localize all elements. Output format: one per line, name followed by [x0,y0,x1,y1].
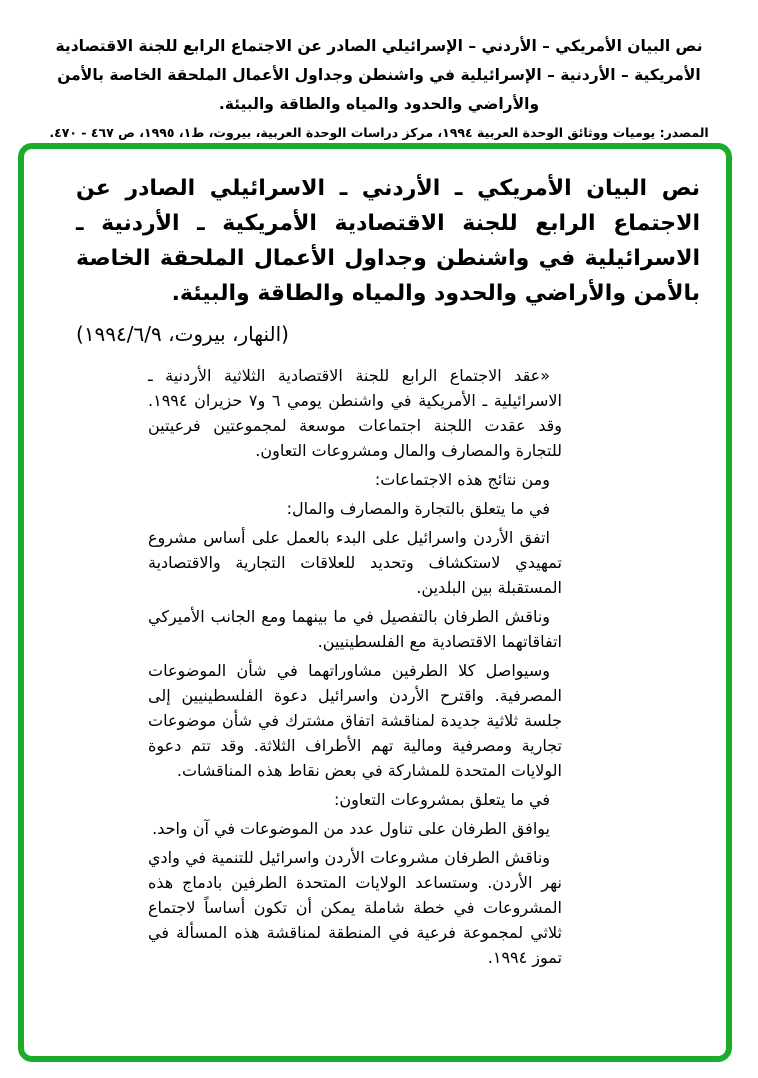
document-paragraph: وناقش الطرفان مشروعات الأردن واسرائيل للتنمية في وادي نهر الأردن. وستساعد الولايات المتحدة الطرفين بادماج هذه المشروعات في خطة شاملة يمكن أن تكون أساساً لاجتماع ثلاثي لمجموعة فرعية في المنطقة لمناقشة هذه المسألة في تموز ١٩٩٤. [148,848,562,967]
document-title: نص البيان الأمريكي ـ الأردني ـ الاسرائيلي الصادر عن الاجتماع الرابع للجنة الاقتصادية الأمريكية ـ الأردنية ـ الاسرائيلية في واشنطن وجداول الأعمال الملحقة الخاصة بالأمن والأراضي والحدود والمياه والطاقة والبيئة. [76,176,700,306]
document-paragraph: اتفق الأردن واسرائيل على البدء بالعمل على أساس مشروع تمهيدي لاستكشاف وتحديد للعلاقات التجارية والاقتصادية المستقبلة بين البلدين. [148,528,562,597]
document-paragraph: «عقد الاجتماع الرابع للجنة الاقتصادية الثلاثية الأردنية ـ الاسرائيلية ـ الأمريكية في واشنطن يومي ٦ و٧ حزيران ١٩٩٤. وقد عقدت اللجنة اجتماعات موسعة لمجموعتين فرعيتين للتجارة والمصارف والمال ومشروعات التعاون. [148,366,562,460]
document-subheading: في ما يتعلق بالتجارة والمصارف والمال: [286,499,550,518]
document-paragraph: وسيواصل كلا الطرفين مشاوراتهما في شأن الموضوعات المصرفية. واقترح الأردن واسرائيل دعوة الفلسطينيين إلى جلسة ثلاثية جديدة لمناقشة اتفاق مشترك في شأن موضوعات تجارية ومصرفية ومالية تهم الأطراف الثلاثة. وقد تتم دعوة الولايات المتحدة للمشاركة في بعض نقاط هذه المناقشات. [148,661,562,780]
green-frame [18,143,732,1062]
document-byline: (النهار، بيروت، ١٩٩٤/٦/٩) [76,322,289,346]
header-source-citation: المصدر: يوميات ووثائق الوحدة العربية ١٩٩٤، مركز دراسات الوحدة العربية، بيروت، ط١، ١٩٩٥، ص ٤٦٧ - ٤٧٠. [49,125,709,140]
header-title: نص البيان الأمريكي – الأردني – الإسرائيلي الصادر عن الاجتماع الرابع للجنة الاقتصادية الأمريكية – الأردنية – الإسرائيلية في واشنطن وجداول الأعمال الملحقة الخاصة بالأمن والأراضي والحدود والمياه والطاقة والبيئة. [55,37,703,113]
document-header [26,32,732,145]
document-body [148,363,562,970]
document-subheading: في ما يتعلق بمشروعات التعاون: [333,790,550,809]
document-subheading: ومن نتائج هذه الاجتماعات: [374,470,550,489]
document-paragraph: وناقش الطرفان بالتفصيل في ما بينهما ومع الجانب الأميركي اتفاقاتهما الاقتصادية مع الفلسطينيين. [148,607,562,651]
document-paragraph: يوافق الطرفان على تناول عدد من الموضوعات في آن واحد. [152,819,550,838]
